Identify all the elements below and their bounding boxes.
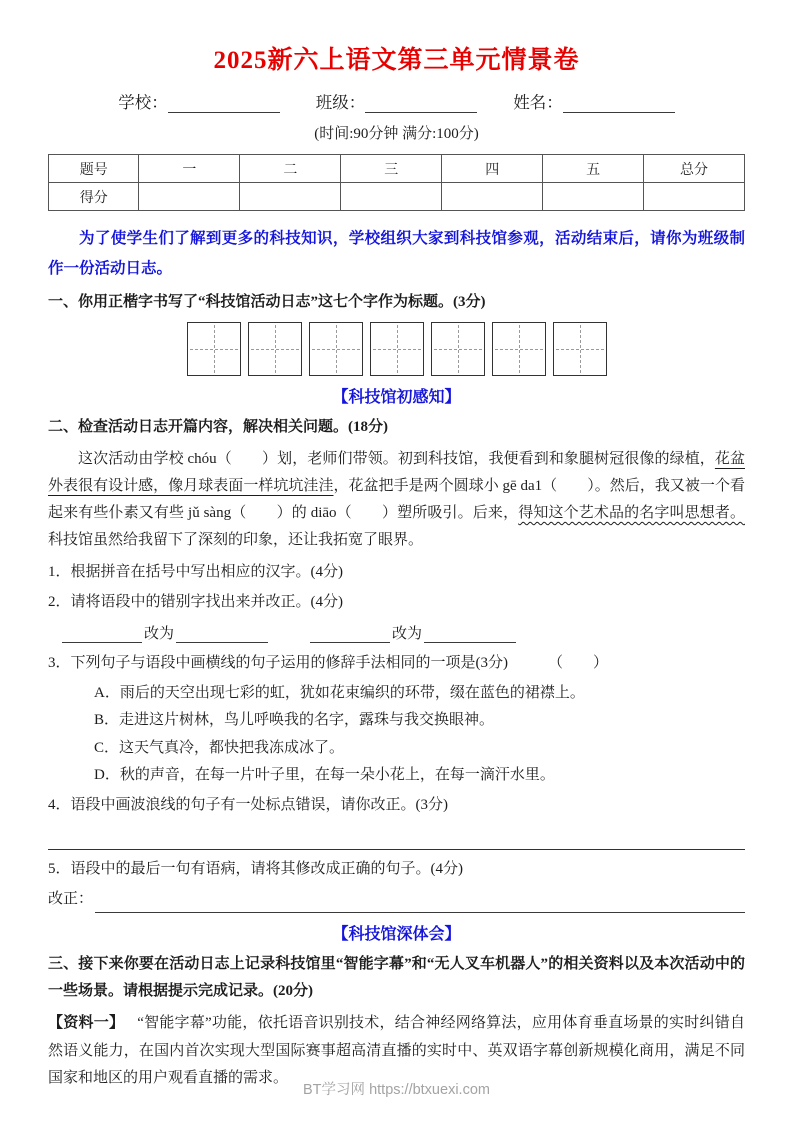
exam-meta: (时间:90分钟 满分:100分): [314, 126, 479, 142]
score-header-cell: 总分: [644, 155, 745, 183]
writing-grid-box: [187, 322, 241, 376]
question-three-heading: 三、接下来你要在活动日志上记录科技馆里“智能字幕”和“无人叉车机器人”的相关资料以及本次活动中的一些场景。请根据提示完成记录。(20分): [48, 956, 745, 1000]
page-title: 2025新六上语文第三单元情景卷: [213, 47, 580, 74]
passage-wavy-sentence: 得知这个艺术品的名字叫思想者。: [518, 504, 745, 521]
name-blank: [563, 97, 675, 113]
answer-blank: [176, 627, 268, 643]
score-table-score-row: [49, 183, 745, 211]
name-field: [513, 89, 675, 113]
name-label: 姓名：: [513, 93, 563, 112]
score-header-cell: 五: [543, 155, 644, 183]
option-b: B．走进这片树林，鸟儿呼唤我的名字，露珠与我交换眼神。: [94, 712, 495, 729]
writing-grid-box: [248, 322, 302, 376]
option-d: D．秋的声音，在每一片叶子里，在每一朵小花上，在每一滴汗水里。: [94, 767, 555, 784]
q5-correction-row: [48, 886, 745, 913]
passage-text: ，花盆把手是两个圆球小 gē da1（ ）。然后，我又被一个看起来有些仆素又有些 jǔ sàng（ ）的 diāo（ ）塑所吸引。后来，: [48, 478, 745, 521]
gaiwei-label: 改为: [392, 626, 423, 643]
choice-bracket: （ ）: [548, 655, 609, 672]
q2-answer-blanks: [62, 622, 745, 643]
score-row-label: 得分: [49, 183, 139, 211]
score-cell: [341, 183, 442, 211]
class-blank: [365, 97, 477, 113]
answer-blank: [424, 627, 516, 643]
class-label: 班级：: [315, 93, 366, 112]
passage-text: 科技馆虽然给我留下了深刻的印象，还让我拓宽了眼界。: [48, 531, 424, 548]
question-one-heading: 一、你用正楷字书写了“科技馆活动日志”这七个字作为标题。(3分): [48, 294, 486, 311]
q4-answer-line: [48, 822, 745, 850]
student-info-row: [48, 89, 745, 113]
intro-text: 为了使学生们了解到更多的科技知识，学校组织大家到科技馆参观，活动结束后，请你为班级制作一份活动日志。: [48, 230, 745, 278]
material-one-label: 【资料一】: [48, 1015, 125, 1032]
writing-grid-box: [492, 322, 546, 376]
score-header-cell: 题号: [49, 155, 139, 183]
school-field: [118, 89, 280, 113]
writing-grid-box: [553, 322, 607, 376]
score-header-cell: 一: [139, 155, 240, 183]
footer-watermark: BT学习网 https://btxuexi.com: [303, 1082, 490, 1098]
answer-blank: [62, 627, 142, 643]
score-table: [48, 154, 745, 211]
score-cell: [644, 183, 745, 211]
passage-text: 这次活动由学校 chóu（ ）划，老师们带领。初到科技馆，我便看到和象腿树冠很像的绿植，: [78, 451, 715, 468]
material-one-text: “智能字幕”功能，依托语音识别技术，结合神经网络算法，应用体育垂直场景的实时纠错自然语义能力，在国内首次实现大型国际赛事超高清直播的实时中、英双语字幕创新规模化商用，满足不同国家和地区的用户观看直播的需求。: [48, 1015, 745, 1086]
school-blank: [168, 97, 280, 113]
option-a: A．雨后的天空出现七彩的虹，犹如花束编织的环带，缀在蓝色的裙襟上。: [94, 685, 585, 702]
sub-question-3-text: 3．下列句子与语段中画横线的句子运用的修辞手法相同的一项是(3分): [48, 655, 508, 672]
score-cell: [442, 183, 543, 211]
passage-underlined-sentence: 花盆外表很有设计感，像月球表面一样坑坑洼洼: [48, 451, 745, 495]
sub-question-3: [48, 650, 745, 677]
writing-grid: [48, 322, 745, 376]
writing-grid-box: [309, 322, 363, 376]
score-header-cell: 三: [341, 155, 442, 183]
score-table-header-row: [49, 155, 745, 183]
school-label: 学校：: [118, 93, 168, 112]
section-marker-first: 【科技馆初感知】: [332, 389, 461, 407]
gaiwei-label: 改为: [144, 626, 175, 643]
option-c: C．这天气真冷，都快把我冻成冰了。: [94, 739, 345, 756]
sub-question-5: 5．语段中的最后一句有语病，请将其修改成正确的句子。(4分): [48, 861, 463, 878]
sub-question-2: 2．请将语段中的错别字找出来并改正。(4分): [48, 594, 343, 611]
answer-blank: [310, 627, 390, 643]
score-cell: [139, 183, 240, 211]
writing-grid-box: [431, 322, 485, 376]
correction-label: 改正：: [48, 891, 94, 908]
q5-answer-line: [95, 897, 745, 913]
writing-grid-box: [370, 322, 424, 376]
score-header-cell: 四: [442, 155, 543, 183]
score-cell: [240, 183, 341, 211]
sub-question-1: 1．根据拼音在括号中写出相应的汉字。(4分): [48, 564, 343, 581]
section-marker-second: 【科技馆深体会】: [332, 926, 461, 944]
sub-question-4: 4．语段中画波浪线的句子有一处标点错误，请你改正。(3分): [48, 797, 448, 814]
score-header-cell: 二: [240, 155, 341, 183]
class-field: [316, 89, 478, 113]
passage: [48, 446, 745, 553]
score-cell: [543, 183, 644, 211]
question-two-heading: 二、检查活动日志开篇内容，解决相关问题。(18分): [48, 419, 388, 436]
